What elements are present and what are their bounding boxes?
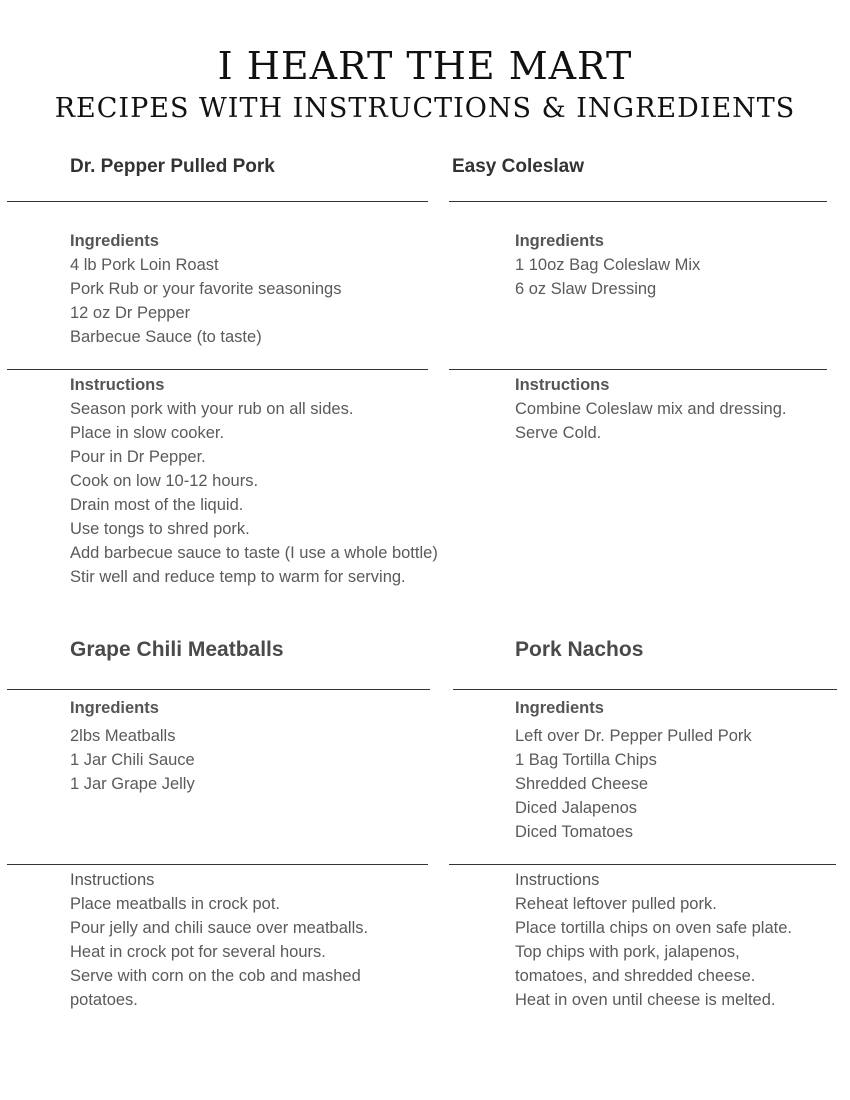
divider <box>449 864 836 865</box>
list-item: 6 oz Slaw Dressing <box>515 280 657 298</box>
list-item: Top chips with pork, jalapenos, <box>515 943 740 961</box>
recipe-title-nachos: Pork Nachos <box>515 638 644 661</box>
instructions-label: Instructions <box>515 871 600 889</box>
page-title: I HEART THE MART <box>217 44 633 88</box>
list-item: Season pork with your rub on all sides. <box>70 400 354 418</box>
instructions-list <box>515 397 786 445</box>
list-item: Serve Cold. <box>515 424 602 442</box>
list-item: 2lbs Meatballs <box>70 727 176 745</box>
list-item: Place tortilla chips on oven safe plate. <box>515 919 792 937</box>
list-item: Heat in crock pot for several hours. <box>70 943 326 961</box>
list-item: Place in slow cooker. <box>70 424 225 442</box>
ingredients-label: Ingredients <box>515 699 604 717</box>
divider <box>7 201 428 202</box>
divider <box>7 689 430 690</box>
list-item: 1 Jar Grape Jelly <box>70 775 195 793</box>
list-item: 1 Jar Chili Sauce <box>70 751 195 769</box>
list-item: Diced Tomatoes <box>515 823 634 841</box>
recipe-title-meatballs: Grape Chili Meatballs <box>70 638 284 661</box>
list-item: potatoes. <box>70 991 138 1009</box>
list-item: Pour jelly and chili sauce over meatballs. <box>70 919 369 937</box>
ingredients-list <box>515 724 752 844</box>
divider <box>449 369 827 370</box>
instructions-list <box>70 892 368 1012</box>
list-item: Pour in Dr Pepper. <box>70 448 206 466</box>
divider <box>453 689 837 690</box>
list-item: 1 Bag Tortilla Chips <box>515 751 657 769</box>
instructions-label: Instructions <box>70 871 155 889</box>
list-item: Serve with corn on the cob and mashed <box>70 967 361 985</box>
list-item: 1 10oz Bag Coleslaw Mix <box>515 256 701 274</box>
ingredients-list <box>515 253 700 301</box>
list-item: Use tongs to shred pork. <box>70 520 250 538</box>
ingredients-label: Ingredients <box>515 232 604 250</box>
ingredients-list <box>70 253 341 349</box>
recipe-title-coleslaw: Easy Coleslaw <box>452 156 585 177</box>
list-item: Left over Dr. Pepper Pulled Pork <box>515 727 752 745</box>
ingredients-label: Ingredients <box>70 699 159 717</box>
instructions-label: Instructions <box>70 376 165 394</box>
ingredients-label: Ingredients <box>70 232 159 250</box>
list-item: Combine Coleslaw mix and dressing. <box>515 400 787 418</box>
list-item: Reheat leftover pulled pork. <box>515 895 717 913</box>
instructions-label: Instructions <box>515 376 610 394</box>
list-item: Add barbecue sauce to taste (I use a whole bottle) <box>70 544 438 562</box>
list-item: 12 oz Dr Pepper <box>70 304 191 322</box>
list-item: Cook on low 10-12 hours. <box>70 472 259 490</box>
list-item: Barbecue Sauce (to taste) <box>70 328 262 346</box>
divider <box>449 201 827 202</box>
ingredients-list <box>70 724 195 796</box>
divider <box>7 369 428 370</box>
page-subtitle: RECIPES WITH INSTRUCTIONS & INGREDIENTS <box>54 93 796 124</box>
instructions-list <box>70 397 438 589</box>
list-item: Pork Rub or your favorite seasonings <box>70 280 342 298</box>
list-item: Place meatballs in crock pot. <box>70 895 281 913</box>
list-item: Stir well and reduce temp to warm for serving. <box>70 568 406 586</box>
list-item: tomatoes, and shredded cheese. <box>515 967 756 985</box>
list-item: 4 lb Pork Loin Roast <box>70 256 219 274</box>
recipe-title-pulled-pork: Dr. Pepper Pulled Pork <box>70 156 275 177</box>
list-item: Diced Jalapenos <box>515 799 637 817</box>
list-item: Shredded Cheese <box>515 775 649 793</box>
list-item: Heat in oven until cheese is melted. <box>515 991 776 1009</box>
instructions-list <box>515 892 792 1012</box>
list-item: Drain most of the liquid. <box>70 496 244 514</box>
divider <box>7 864 428 865</box>
